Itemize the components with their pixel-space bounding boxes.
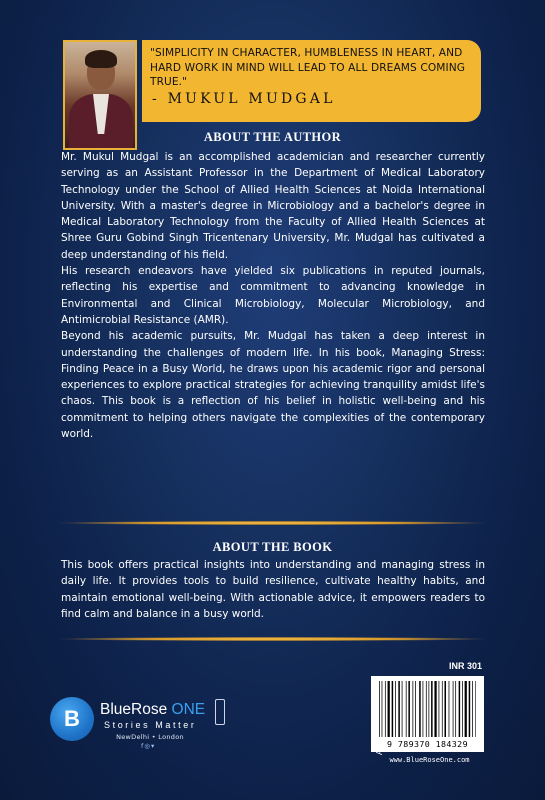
barcode-bar	[423, 681, 424, 737]
quote-box	[142, 40, 481, 122]
barcode-bar	[472, 681, 473, 737]
author-paragraph: Beyond his academic pursuits, Mr. Mudgal has taken a deep interest in understanding the challenges of modern life. In his book, Managing Stress: Finding Peace in a Busy World, he draws upon his academic rigor and personal experiences to explore practical strategies for achieving tranquility amidst life's chaos. This book is a reflection of his belief in holistic well-being and his commitment to helping others navigate the complexities of the contemporary world.	[61, 330, 485, 441]
quote-text: "SIMPLICITY IN CHARACTER, HUMBLENESS IN HEART, AND HARD WORK IN MIND WILL LEAD TO ALL DREAMS COMING TRUE."	[150, 47, 466, 88]
barcode-bar	[392, 681, 394, 737]
publisher-name-part1: BlueRose	[100, 701, 172, 718]
barcode-bar	[434, 681, 436, 737]
barcode-bar	[469, 681, 471, 737]
barcode-bar	[459, 681, 461, 737]
publisher-tagline: Stories Matter	[104, 720, 197, 730]
price-label: INR 301	[449, 661, 483, 671]
barcode-bar	[395, 681, 396, 737]
author-paragraph: His research endeavors have yielded six publications in reputed journals, reflecting his expertise and commitment to advancing knowledge in Environmental and Clinical Microbiology, Molecular Microbiology, and Antimicrobial Resistance (AMR).	[61, 265, 485, 326]
about-book-text: This book offers practical insights into understanding and managing stress in daily life. It provides tools to build resilience, cultivate healthy habits, and maintain emotional well-being. With actionable advice, it empowers readers to find calm and balance in a busy world.	[61, 559, 485, 620]
publisher-website: www.BlueRoseOne.com	[389, 756, 470, 764]
barcode-bar	[439, 681, 440, 737]
barcode-bar	[402, 681, 403, 737]
quote-author: - MUKUL MUDGAL	[152, 90, 336, 107]
barcode-bar	[465, 681, 467, 737]
author-paragraph: Mr. Mukul Mudgal is an accomplished academician and researcher currently serving as an Assistant Professor in the Department of Medical Laboratory Technology under the School of Allied Health Sciences at Noida International University. With a master's degree in Microbiology and a bachelor's degree in Medical Laboratory Technology from the Faculty of Allied Health Sciences at Shree Guru Gobind Singh Tricentenary University, Mr. Mudgal has cultivated a deep understanding of his field.	[61, 151, 485, 261]
publisher-logo-icon: B	[50, 697, 94, 741]
barcode-bar	[462, 681, 463, 737]
barcode-bar	[398, 681, 400, 737]
barcode-bar	[429, 681, 430, 737]
isbn-number: 9 789370 184329	[387, 739, 468, 749]
barcode-bar	[445, 681, 447, 737]
barcode	[371, 676, 484, 752]
barcode-bar	[431, 681, 433, 737]
barcode-bar	[475, 681, 476, 737]
section-divider	[60, 637, 485, 641]
about-author-text	[61, 149, 485, 442]
publisher-name-part2: ONE	[171, 701, 206, 718]
about-book-heading: ABOUT THE BOOK	[212, 540, 333, 554]
barcode-bar	[382, 681, 383, 737]
barcode-bar	[415, 681, 416, 737]
since-badge	[215, 699, 225, 725]
barcode-bar	[419, 681, 421, 737]
barcode-bar	[449, 681, 450, 737]
barcode-bar	[455, 681, 456, 737]
about-author-heading: ABOUT THE AUTHOR	[203, 130, 342, 144]
barcode-bar	[406, 681, 407, 737]
social-icons: f◎▾	[141, 742, 156, 750]
barcode-bar	[408, 681, 410, 737]
barcode-bar	[413, 681, 414, 737]
barcode-bar	[379, 681, 380, 737]
barcode-bar	[385, 681, 386, 737]
barcode-bars	[379, 681, 476, 737]
publisher-name	[100, 701, 205, 719]
publisher-locations: NewDelhi • London	[116, 733, 184, 741]
barcode-bar	[388, 681, 390, 737]
barcode-bar	[453, 681, 454, 737]
section-divider	[60, 521, 485, 525]
barcode-bar	[442, 681, 443, 737]
barcode-bar	[426, 681, 427, 737]
